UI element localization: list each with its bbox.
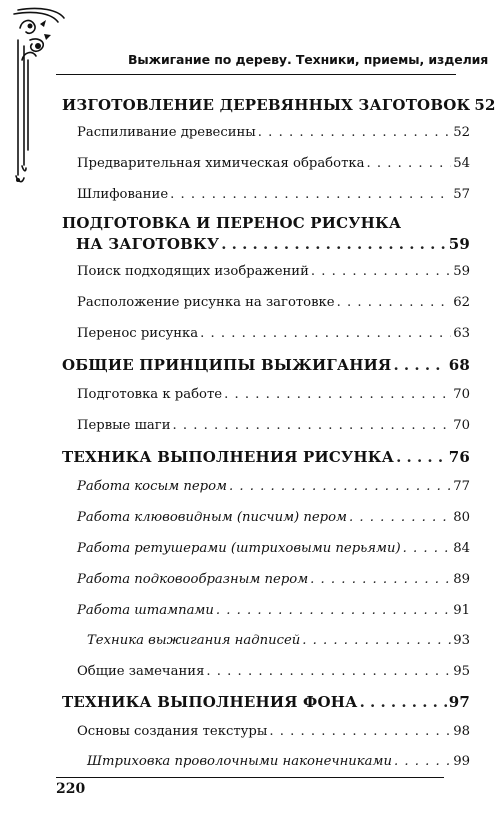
- toc-entry-subsection: [87, 754, 470, 769]
- toc-leader-dots: [349, 510, 451, 525]
- toc-entry-page: 70: [453, 387, 470, 402]
- toc-entry-chapter: [62, 356, 470, 374]
- toc-entry-subsection: [77, 603, 470, 618]
- toc-entry-chapter-line1: ПОДГОТОВКА И ПЕРЕНОС РИСУНКА: [62, 214, 402, 232]
- toc-leader-dots: [221, 235, 447, 253]
- toc-entry-label: Техника выжигания надписей: [87, 633, 301, 648]
- toc-entry-page: 98: [453, 724, 470, 739]
- footer-rule: [56, 777, 444, 778]
- toc-leader-dots: [200, 326, 451, 341]
- running-header-title: Выжигание по дереву. Техники, приемы, изделия: [128, 52, 489, 67]
- toc-entry-chapter: [76, 235, 470, 253]
- toc-leader-dots: [403, 541, 452, 556]
- toc-entry-label: Работа косым пером: [77, 479, 227, 494]
- toc-leader-dots: [366, 156, 451, 171]
- toc-entry-label: НА ЗАГОТОВКУ: [76, 235, 220, 253]
- toc-entry-section: [77, 156, 470, 171]
- toc-entry-label: Распиливание древесины: [77, 125, 256, 140]
- toc-entry-page: 52: [453, 125, 470, 140]
- toc-leader-dots: [393, 356, 446, 374]
- toc-entry-section: [77, 664, 470, 679]
- toc-entry-section: [77, 724, 470, 739]
- toc-entry-label: Шлифование: [77, 187, 169, 202]
- toc-leader-dots: [258, 125, 451, 140]
- toc-entry-subsection: [77, 572, 470, 587]
- toc-entry-label: Работа штампами: [77, 603, 214, 618]
- toc-leader-dots: [310, 572, 451, 587]
- toc-entry-label: ОБЩИЕ ПРИНЦИПЫ ВЫЖИГАНИЯ: [62, 356, 392, 374]
- page-number: 220: [56, 781, 86, 797]
- toc-leader-dots: [229, 479, 451, 494]
- toc-leader-dots: [360, 693, 447, 711]
- toc-entry-chapter: [62, 693, 470, 711]
- toc-leader-dots: [216, 603, 451, 618]
- toc-entry-label: ТЕХНИКА ВЫПОЛНЕНИЯ РИСУНКА: [62, 448, 395, 466]
- toc-leader-dots: [173, 418, 452, 433]
- toc-entry-page: 59: [448, 235, 470, 253]
- toc-leader-dots: [396, 448, 447, 466]
- toc-leader-dots: [302, 633, 451, 648]
- toc-leader-dots: [206, 664, 451, 679]
- toc-entry-section: [77, 264, 470, 279]
- toc-entry-label: Основы создания текстуры: [77, 724, 268, 739]
- toc-entry-chapter: [62, 448, 470, 466]
- toc-entry-section: [77, 125, 470, 140]
- toc-entry-section: [77, 295, 470, 310]
- toc-entry-page: 59: [453, 264, 470, 279]
- toc-entry-page: 76: [448, 448, 470, 466]
- toc-entry-label: Предварительная химическая обработка: [77, 156, 365, 171]
- toc-entry-label: Подготовка к работе: [77, 387, 223, 402]
- toc-leader-dots: [394, 754, 451, 769]
- toc-entry-section: [77, 387, 470, 402]
- toc-entry-label: ТЕХНИКА ВЫПОЛНЕНИЯ ФОНА: [62, 693, 358, 711]
- toc-entry-label: Первые шаги: [77, 418, 171, 433]
- toc-entry-subsection: [77, 510, 470, 525]
- toc-leader-dots: [170, 187, 451, 202]
- toc-entry-subsection: [87, 633, 470, 648]
- toc-entry-label: Поиск подходящих изображений: [77, 264, 309, 279]
- toc-entry-label: Работа подковообразным пером: [77, 572, 309, 587]
- toc-entry-label: Штриховка проволочными наконечниками: [87, 754, 392, 769]
- toc-entry-subsection: [77, 479, 470, 494]
- toc-entry-label: Работа клювовидным (писчим) пером: [77, 510, 347, 525]
- toc-entry-section: [77, 187, 470, 202]
- toc-entry-page: 52: [474, 96, 496, 114]
- toc-entry-section: [77, 418, 470, 433]
- toc-entry-label: Общие замечания: [77, 664, 205, 679]
- toc-leader-dots: [224, 387, 451, 402]
- toc-entry-page: 84: [453, 541, 470, 556]
- toc-leader-dots: [269, 724, 451, 739]
- toc-entry-chapter: [62, 96, 496, 114]
- toc-leader-dots: [337, 295, 452, 310]
- toc-entry-page: 99: [453, 754, 470, 769]
- toc-entry-page: 68: [448, 356, 470, 374]
- toc-entry-page: 63: [453, 326, 470, 341]
- toc-entry-page: 80: [453, 510, 470, 525]
- toc-entry-page: 91: [453, 603, 470, 618]
- toc-entry-page: 97: [448, 693, 470, 711]
- toc-entry-subsection: [77, 541, 470, 556]
- toc-entry-page: 93: [453, 633, 470, 648]
- toc-leader-dots: [311, 264, 451, 279]
- toc-entry-label: Работа ретушерами (штриховыми перьями): [77, 541, 401, 556]
- toc-entry-page: 62: [453, 295, 470, 310]
- toc-entry-label: ИЗГОТОВЛЕНИЕ ДЕРЕВЯННЫХ ЗАГОТОВОК: [62, 96, 471, 114]
- toc-entry-label: Расположение рисунка на заготовке: [77, 295, 335, 310]
- toc-entry-label: Перенос рисунка: [77, 326, 199, 341]
- toc-entry-page: 95: [453, 664, 470, 679]
- toc-entry-page: 77: [453, 479, 470, 494]
- toc-entry-page: 57: [453, 187, 470, 202]
- toc-entry-section: [77, 326, 470, 341]
- toc-entry-page: 70: [453, 418, 470, 433]
- toc-entry-page: 89: [453, 572, 470, 587]
- toc-entry-page: 54: [453, 156, 470, 171]
